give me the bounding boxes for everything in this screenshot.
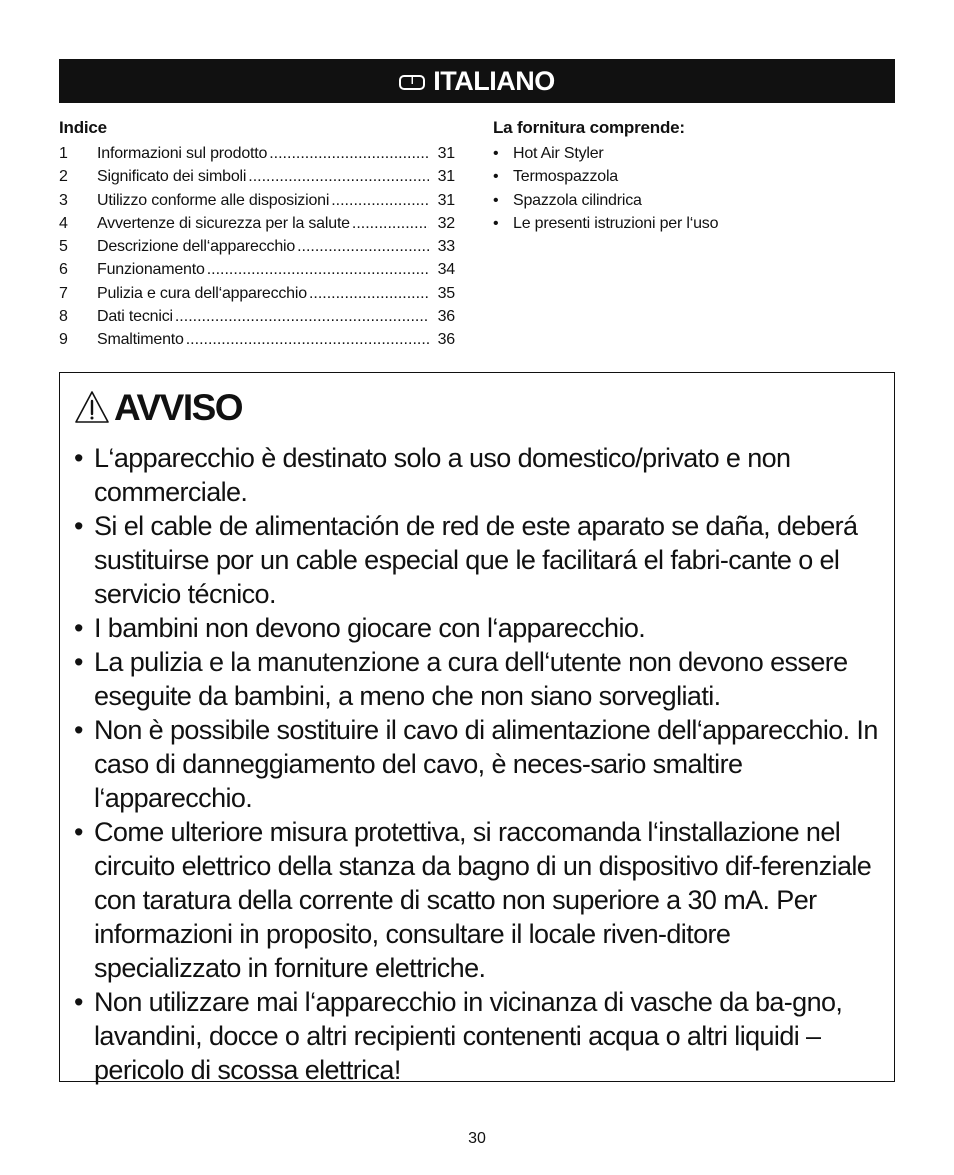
toc-leader-dots <box>309 282 429 305</box>
toc-item-number: 8 <box>59 308 68 326</box>
toc-item-page: 31 <box>437 191 455 209</box>
warning-header <box>74 387 880 427</box>
toc-item[interactable] <box>59 235 455 258</box>
toc-leader-dots <box>175 305 429 328</box>
toc-leader-dots <box>269 142 429 165</box>
toc-item-title: Dati tecnici <box>97 308 173 326</box>
warning-item-text: Non utilizzare mai l‘apparecchio in vicinanza di vasche da ba-gno, lavandini, docce o altri recipienti contenenti acqua o altri liquidi – pericolo di scossa elettrica! <box>94 987 843 1085</box>
toc-item-page: 36 <box>437 331 455 349</box>
toc-item[interactable] <box>59 189 455 212</box>
toc-item-title: Descrizione dell‘apparecchio <box>97 238 296 256</box>
language-badge: I <box>399 75 425 90</box>
list-item <box>493 189 893 212</box>
toc-item-number: 6 <box>59 261 68 279</box>
toc-item-page: 34 <box>437 261 455 279</box>
supply-item-text: Spazzola cilindrica <box>513 191 642 209</box>
toc-item-title: Informazioni sul prodotto <box>97 145 268 162</box>
supply-heading: La fornitura comprende: <box>493 118 685 137</box>
bullet: • <box>493 168 499 186</box>
bullet: • <box>74 715 83 745</box>
warning-list <box>74 441 880 1087</box>
bullet: • <box>74 647 83 677</box>
toc-item[interactable] <box>59 212 455 235</box>
toc-item[interactable] <box>59 165 455 188</box>
toc-item-number: 7 <box>59 284 68 302</box>
toc-item-title: Funzionamento <box>97 261 205 279</box>
warning-triangle-icon <box>74 390 110 424</box>
bullet: • <box>74 511 83 541</box>
toc-item-number: 3 <box>59 191 68 209</box>
toc-item[interactable] <box>59 142 455 165</box>
toc-item-page: 36 <box>437 308 455 326</box>
toc-item[interactable] <box>59 305 455 328</box>
bullet: • <box>74 987 83 1017</box>
toc-heading: Indice <box>59 118 107 137</box>
warning-box <box>59 372 895 1085</box>
toc-item-title: Utilizzo conforme alle disposizioni <box>97 191 330 209</box>
bullet: • <box>493 191 499 209</box>
language-header-bar <box>59 59 895 103</box>
list-item <box>74 509 880 611</box>
toc-item-title: Pulizia e cura dell‘apparecchio <box>97 284 307 302</box>
language-title: ITALIANO <box>433 65 555 96</box>
page-number: 30 <box>468 1130 486 1147</box>
toc-item-page: 31 <box>437 145 455 162</box>
toc-item-title: Avvertenze di sicurezza per la salute <box>97 214 350 232</box>
list-item <box>74 645 880 713</box>
list-item <box>74 611 880 645</box>
bullet: • <box>74 443 83 473</box>
toc-leader-dots <box>186 328 429 351</box>
warning-item-text: L‘apparecchio è destinato solo a uso domestico/privato e non commerciale. <box>94 443 791 507</box>
supply-item-text: Le presenti istruzioni per l‘uso <box>513 214 719 232</box>
toc-item-number: 4 <box>59 214 68 232</box>
list-item <box>74 985 880 1087</box>
warning-item-text: Si el cable de alimentación de red de este aparato se daña, deberá sustituirse por un cable especial que le facilitará el fabri-cante o el servicio técnico. <box>94 511 858 609</box>
list-item <box>74 713 880 815</box>
bullet: • <box>74 613 83 643</box>
warning-title: AVVISO <box>114 386 243 428</box>
bullet: • <box>493 214 499 232</box>
list-item <box>493 212 893 235</box>
toc-item[interactable] <box>59 258 455 281</box>
toc-item-number: 1 <box>59 145 68 162</box>
list-item <box>493 165 893 188</box>
toc-item-title: Significato dei simboli <box>97 168 247 186</box>
toc-leader-dots <box>248 165 429 188</box>
toc-item-page: 35 <box>437 284 455 302</box>
toc-item-number: 5 <box>59 238 68 256</box>
list-item <box>493 142 893 165</box>
warning-item-text: Non è possibile sostituire il cavo di alimentazione dell‘apparecchio. In caso di danneggiamento del cavo, è neces-sario smaltire l‘apparecchio. <box>94 715 878 813</box>
toc-item-page: 32 <box>437 214 455 232</box>
supply-item-text: Hot Air Styler <box>513 145 604 162</box>
toc-item-page: 33 <box>437 238 455 256</box>
supply-contents <box>493 118 893 235</box>
toc-leader-dots <box>207 258 429 281</box>
toc-item[interactable] <box>59 328 455 351</box>
toc-item[interactable] <box>59 282 455 305</box>
toc-item-page: 31 <box>437 168 455 186</box>
warning-item-text: Come ulteriore misura protettiva, si raccomanda l‘installazione nel circuito elettrico della stanza da bagno di un dispositivo dif-ferenziale con taratura della corrente di scatto non superiore a 30 mA. Per informazioni in proposito, consultare il locale riven-ditore specializzato in forniture elettriche. <box>94 817 872 983</box>
toc-leader-dots <box>331 189 429 212</box>
table-of-contents <box>59 118 455 352</box>
bullet: • <box>493 145 499 162</box>
supply-item-text: Termospazzola <box>513 168 619 186</box>
toc-item-number: 9 <box>59 331 68 349</box>
warning-item-text: I bambini non devono giocare con l‘apparecchio. <box>94 613 646 643</box>
toc-leader-dots <box>352 212 429 235</box>
toc-item-title: Smaltimento <box>97 331 184 349</box>
list-item <box>74 441 880 509</box>
toc-item-number: 2 <box>59 168 68 186</box>
warning-item-text: La pulizia e la manutenzione a cura dell‘utente non devono essere eseguite da bambini, a meno che non siano sorvegliati. <box>94 647 848 711</box>
bullet: • <box>74 817 83 847</box>
list-item <box>74 815 880 985</box>
toc-leader-dots <box>297 235 429 258</box>
